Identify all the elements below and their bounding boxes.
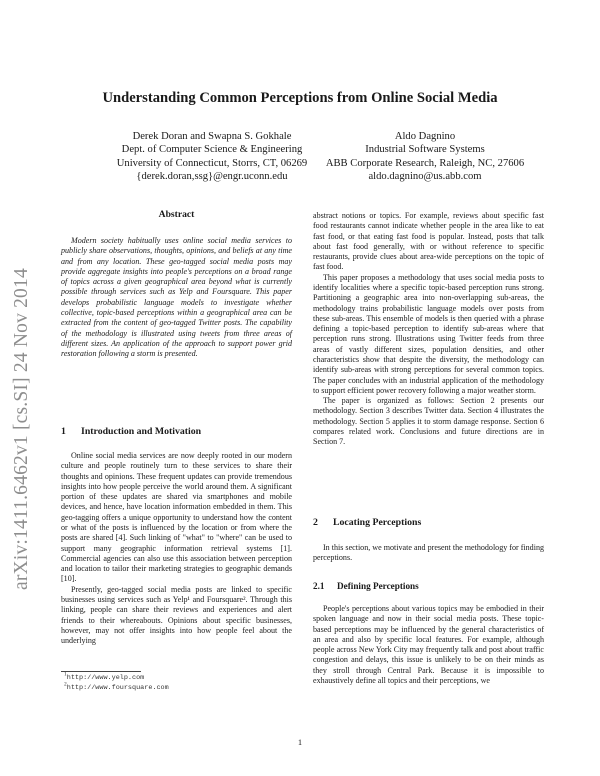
body-paragraph: This paper proposes a methodology that uses social media posts to identify localities where a specific topic-based perception runs strong. Partitioning a geographic area into non-overlapping sub-areas, the methodology trains probabilistic language models over posts from these sub-areas. This ensemble of models is then queried with a phrase defining a topic-based perception to identify sub-areas where that perception runs strong. Illustrations using Twitter feeds from three areas of vastly different sizes, population densities, and other characteristics show that despite the diversity, the methodology can identify sub-areas with strong perceptions for several common topics. The paper concludes with an industrial application of the methodology to support efficient power recovery following a major weather storm. [313, 272, 544, 395]
footnote-rule [61, 671, 141, 672]
section-1-body [61, 451, 292, 646]
body-paragraph: Online social media services are now deeply rooted in our modern culture and people routinely turn to these services to share their thoughts and opinions. These frequent updates can provide tremendous insights into how people perceive the world around them. A significant portion of these updates are shared via smartphones and mobile devices, and hence, have location information embedded in them. This geo-tagging offers a unique opportunity to understand how the content or what of the posts is influenced by the location or from where the posts are shared [4]. Such linking of "what" to "where" can be used to support many geographic information retrieval systems [1]. Commercial agencies can also use this association between perception and location to tailor their marketing strategies to geographic demands [10]. [61, 451, 292, 584]
author-department: Dept. of Computer Science & Engineering [121, 144, 303, 156]
section-title: Introduction and Motivation [81, 426, 202, 437]
author-affiliation: University of Connecticut, Storrs, CT, 06269 [116, 157, 308, 169]
footnote-2 [64, 681, 169, 692]
section-2-1-heading [313, 581, 419, 591]
section-2-1-body [313, 604, 544, 686]
right-column-intro [313, 211, 544, 447]
section-number: 2 [313, 517, 318, 528]
body-paragraph: People's perceptions about various topics may be embodied in their spoken language and now in their social media posts. These topic-based perceptions may be influenced by the general characteristics of an area and also by specific local features. For example, although people across New York City may frequently talk and post about traffic congestion and delays, this issue is unlikely to be on their minds as they stroll through Central Park. Because it is impossible to exhaustively define all topics and their perceptions, we [313, 604, 544, 685]
abstract-text [61, 236, 292, 359]
section-2-body [313, 543, 544, 564]
body-paragraph: Presently, geo-tagged social media posts are linked to specific businesses using services such as Yelp¹ and Foursquare². Through this linking, people can share their reviews and experiences and alert friends to their whereabouts. Opinions about specific businesses, however, may not offer insights into how people feel about the underlying [61, 584, 292, 646]
author-names: Aldo Dagnino [394, 131, 456, 142]
body-paragraph: abstract notions or topics. For example, reviews about specific fast food restaurants cannot indicate whether people in the area like to eat fast food, or that eating fast food is popular. Instead, posts that talk about fast food generally, with or without reference to specific restaurants, provide clues about area-wide perceptions on the topic of fast food. [313, 211, 544, 272]
author-department: Industrial Software Systems [365, 144, 485, 156]
body-paragraph: In this section, we motivate and present the methodology for finding perceptions. [313, 543, 544, 563]
section-number: 1 [61, 426, 66, 437]
abstract-heading: Abstract [158, 209, 195, 220]
section-title: Locating Perceptions [333, 517, 422, 528]
author-email: aldo.dagnino@us.abb.com [368, 170, 482, 182]
footnote-url: http://www.foursquare.com [66, 684, 169, 692]
abstract-paragraph: Modern society habitually uses online social media services to publicly share observations, thoughts, opinions, and beliefs at any time and from any location. These geo-tagged social media posts may provide aggregate insights into people's perceptions on a broad range of topics across a given geographical area beyond what is currently possible through services such as Yelp and Foursquare. This paper develops probabilistic language models to investigate whether collective, topic-based perceptions within a geographical area can be extracted from the content of geo-tagged Twitter posts. The capability of the methodology is illustrated using tweets from three areas of different sizes. An application of the approach to support power grid restoration following a storm is presented. [61, 236, 292, 359]
arxiv-identifier-stamp: arXiv:1411.6462v1 [cs.SI] 24 Nov 2014 [11, 268, 32, 590]
author-email: {derek.doran,ssg}@engr.uconn.edu [136, 170, 288, 182]
author-block-abb [300, 130, 550, 183]
paper-title: Understanding Common Perceptions from Online Social Media [102, 90, 498, 106]
body-paragraph: The paper is organized as follows: Section 2 presents our methodology. Section 3 describes Twitter data. Section 4 illustrates the methodology. Section 5 applies it to storm damage response. Section 6 compares related work. Conclusions and future directions are in Section 7. [313, 396, 544, 447]
section-1-heading [61, 426, 201, 437]
section-2-heading [313, 517, 421, 528]
section-title: Defining Perceptions [337, 581, 419, 591]
footnote-url: http://www.yelp.com [66, 674, 145, 682]
author-affiliation: ABB Corporate Research, Raleigh, NC, 27606 [325, 157, 525, 169]
footnote-1 [64, 671, 145, 682]
page-number: 1 [297, 737, 303, 747]
footnote-mark: 1 [64, 671, 67, 678]
section-number: 2.1 [313, 581, 325, 591]
footnote-mark: 2 [64, 681, 67, 688]
author-names: Derek Doran and Swapna S. Gokhale [132, 131, 292, 142]
